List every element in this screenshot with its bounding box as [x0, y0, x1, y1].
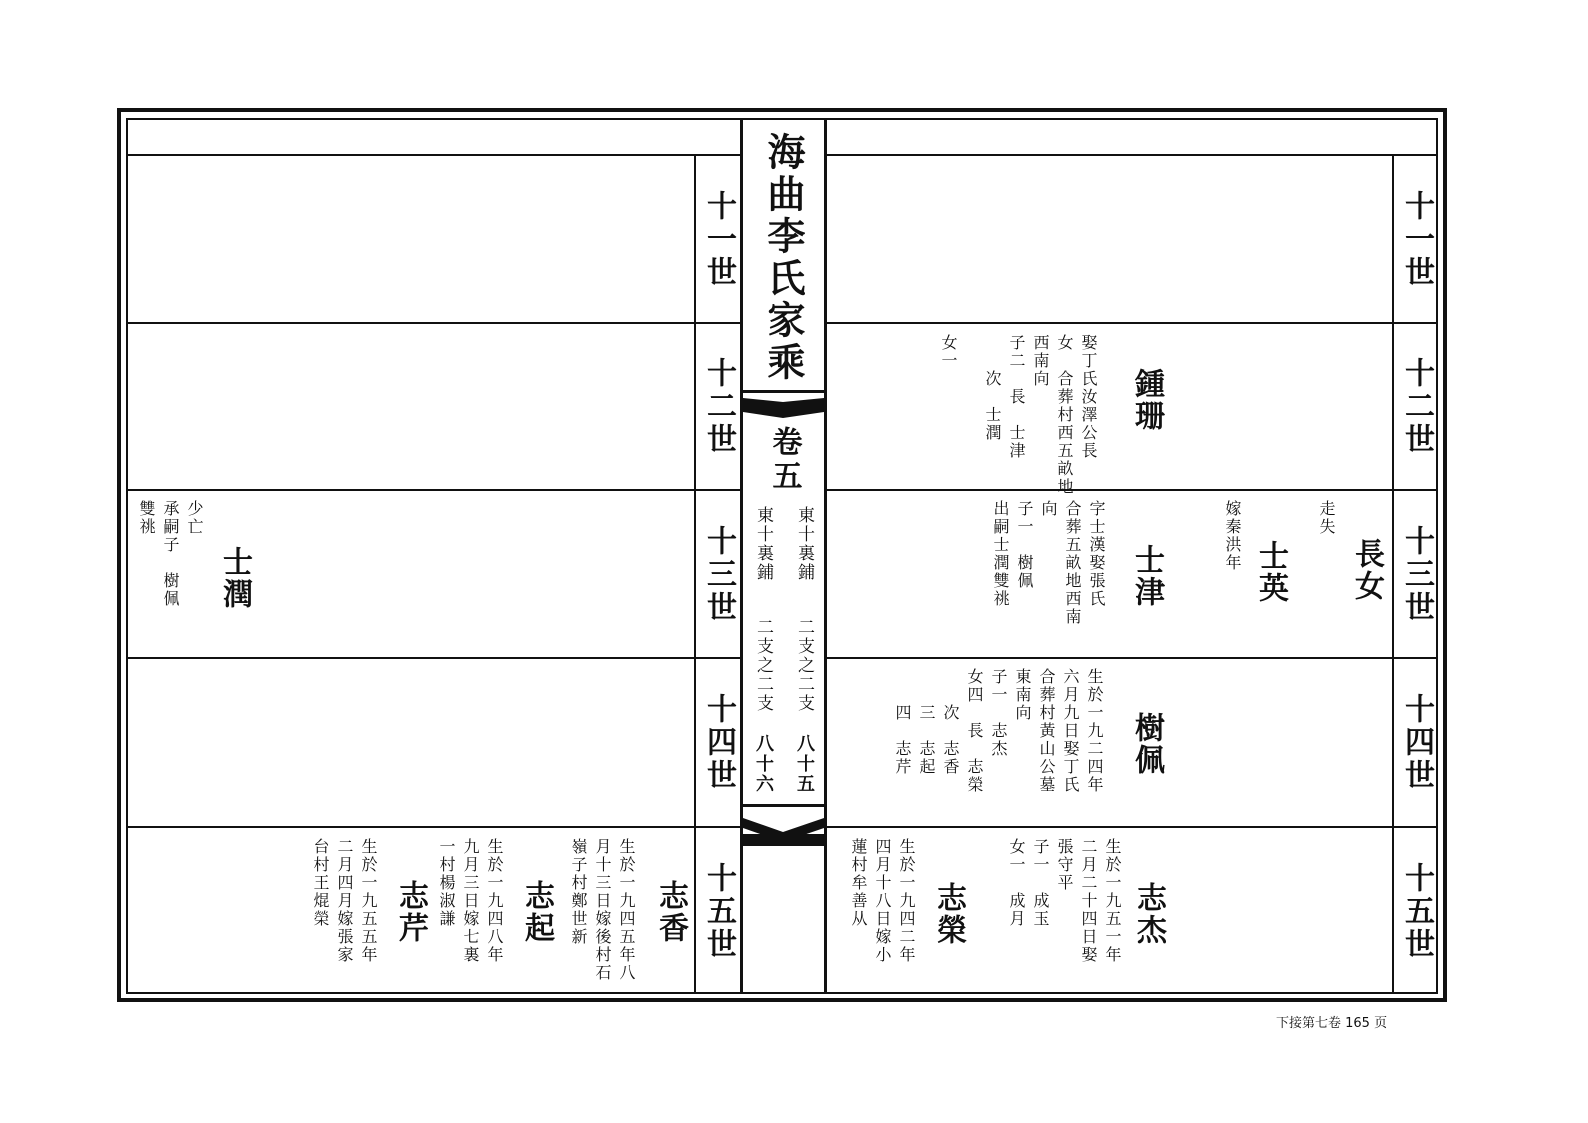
left-row-line-5: [126, 826, 740, 828]
entry-zhongshan-line: 女 合葬村西五畝地: [1055, 334, 1074, 496]
right-gen-label-12: 十二世: [1399, 357, 1434, 456]
right-gen-label-14: 十四世: [1399, 693, 1434, 792]
entry-shijin-line: 子一 樹佩: [1015, 500, 1034, 590]
spine-right-border: [824, 118, 827, 994]
entry-zhixiang-line: 月十三日嫁後村石: [593, 838, 612, 982]
entry-shijin-line: 出嗣士潤雙祧: [991, 500, 1010, 608]
spine-left-page-number: 八十六: [753, 734, 774, 794]
entry-zhongshan-line: 子二 長 士津: [1007, 334, 1026, 460]
entry-changnu-name: 長女: [1349, 538, 1384, 602]
entry-shupei-line: 子一 志杰: [989, 668, 1008, 758]
spine-left-branch: 二支之二支: [753, 618, 773, 713]
left-row-line-4: [126, 657, 740, 659]
entry-zhiqi-line: 九月三日嫁七裏: [461, 838, 480, 964]
entry-zhijie-line: 子一 成玉: [1031, 838, 1050, 928]
spine-left-place: 東十裏鋪: [753, 506, 773, 582]
entry-zhongshan-name: 鍾珊: [1129, 368, 1164, 432]
entry-zhirong-line: 蓮村牟善从: [849, 838, 868, 928]
entry-zhiqi-line: 一村楊淑謙: [437, 838, 456, 928]
entry-zhixiang-name: 志香: [653, 880, 688, 944]
right-row-line-2: [827, 322, 1438, 324]
entry-shirun-name: 士潤: [217, 546, 252, 610]
entry-shirun-line: 承嗣子 樹佩: [161, 500, 180, 608]
entry-shupei-line: 東南向: [1013, 668, 1032, 722]
entry-zhiqi-name: 志起: [519, 880, 554, 944]
right-row-line-3: [827, 489, 1438, 491]
entry-shupei-line: 次 志香: [941, 668, 960, 776]
entry-shupei-line: 女四 長 志榮: [965, 668, 984, 794]
entry-zhongshan-line: 次 士潤: [983, 334, 1002, 442]
entry-zhixiang-line: 嶺子村鄭世新: [569, 838, 588, 946]
entry-shijin-line: 字士漢娶張氏: [1087, 500, 1106, 608]
entry-zhiqin-name: 志芹: [393, 880, 428, 944]
volume-label: 卷五: [766, 426, 802, 494]
entry-zhijie-line: 張守平: [1055, 838, 1074, 892]
left-row-line-3: [126, 489, 740, 491]
entry-zhiqin-line: 台村王焜榮: [311, 838, 330, 928]
left-gen-label-13: 十三世: [701, 524, 736, 624]
entry-zhirong-details: [846, 838, 918, 964]
left-gen-label-12: 十二世: [701, 357, 736, 456]
right-gen-label-15: 十五世: [1399, 861, 1434, 961]
entry-zhijie-line: 女一 成月: [1007, 838, 1026, 928]
entry-shupei-line: 四 志芹: [893, 668, 912, 776]
entry-changnu-line: 走失: [1317, 500, 1336, 536]
entry-zhiqin-line: 生於一九五五年: [359, 838, 378, 964]
left-gen-label-11: 十一世: [701, 189, 736, 289]
spine-right-branch: 二支之二支: [794, 618, 814, 713]
entry-zhiqin-line: 二月四月嫁張家: [335, 838, 354, 964]
entry-shiying-name: 士英: [1253, 540, 1288, 604]
entry-zhixiang-line: 生於一九四五年八: [617, 838, 636, 982]
spine-right-page-number: 八十五: [794, 734, 815, 794]
right-gen-label-13: 十三世: [1399, 524, 1434, 624]
left-gen-label-14: 十四世: [701, 693, 736, 792]
right-row-line-1: [827, 154, 1438, 156]
right-row-line-4: [827, 657, 1438, 659]
entry-shijin-line: 向: [1039, 500, 1058, 518]
right-row-line-5: [827, 826, 1438, 828]
entry-zhijie-name: 志杰: [1131, 882, 1166, 946]
entry-shirun-line: 少亡: [185, 500, 204, 536]
left-row-line-2: [126, 322, 740, 324]
entry-zhiqi-line: 生於一九四八年: [485, 838, 504, 964]
entry-zhongshan-line: 女一: [939, 334, 958, 370]
left-gen-label-15: 十五世: [701, 861, 736, 961]
entry-zhiqin-details: [308, 838, 380, 964]
left-row-line-1: [126, 154, 740, 156]
entry-shijin-name: 士津: [1129, 544, 1164, 608]
entry-zhiqi-details: [434, 838, 506, 964]
entry-zhirong-line: 四月十八日嫁小: [873, 838, 892, 964]
entry-zhijie-line: 二月二十四日娶: [1079, 838, 1098, 964]
entry-shupei-line: 六月九日娶丁氏: [1061, 668, 1080, 794]
entry-shupei-details: [890, 668, 1106, 794]
entry-zhirong-line: 生於一九四二年: [897, 838, 916, 964]
entry-zhirong-name: 志榮: [931, 882, 966, 946]
book-title: 海曲李氏家乘: [761, 132, 806, 384]
entry-shiying-line: 嫁秦洪年: [1223, 500, 1242, 572]
right-gen-label-11: 十一世: [1399, 189, 1434, 289]
entry-shijin-details: [988, 500, 1108, 626]
entry-shupei-name: 樹佩: [1129, 712, 1164, 776]
entry-zhongshan-line: 娶丁氏汝澤公長: [1079, 334, 1098, 460]
entry-zhongshan-line: 西南向: [1031, 334, 1050, 388]
entry-shupei-line: 合葬村黃山公墓: [1037, 668, 1056, 794]
entry-zhixiang-details: [566, 838, 638, 982]
entry-shupei-line: 三 志起: [917, 668, 936, 776]
entry-shijin-line: 合葬五畝地西南: [1063, 500, 1082, 626]
entry-shirun-line: 雙祧: [137, 500, 156, 536]
entry-zhijie-details: [1004, 838, 1124, 964]
entry-shirun-details: [134, 500, 206, 608]
entry-zhijie-line: 生於一九五一年: [1103, 838, 1122, 964]
spine-right-place: 東十裏鋪: [794, 506, 814, 582]
footer-continuation-note: 下接第七卷 165 页: [1276, 1016, 1388, 1031]
entry-shupei-line: 生於一九二四年: [1085, 668, 1104, 794]
entry-zhongshan-details: [936, 334, 1100, 496]
